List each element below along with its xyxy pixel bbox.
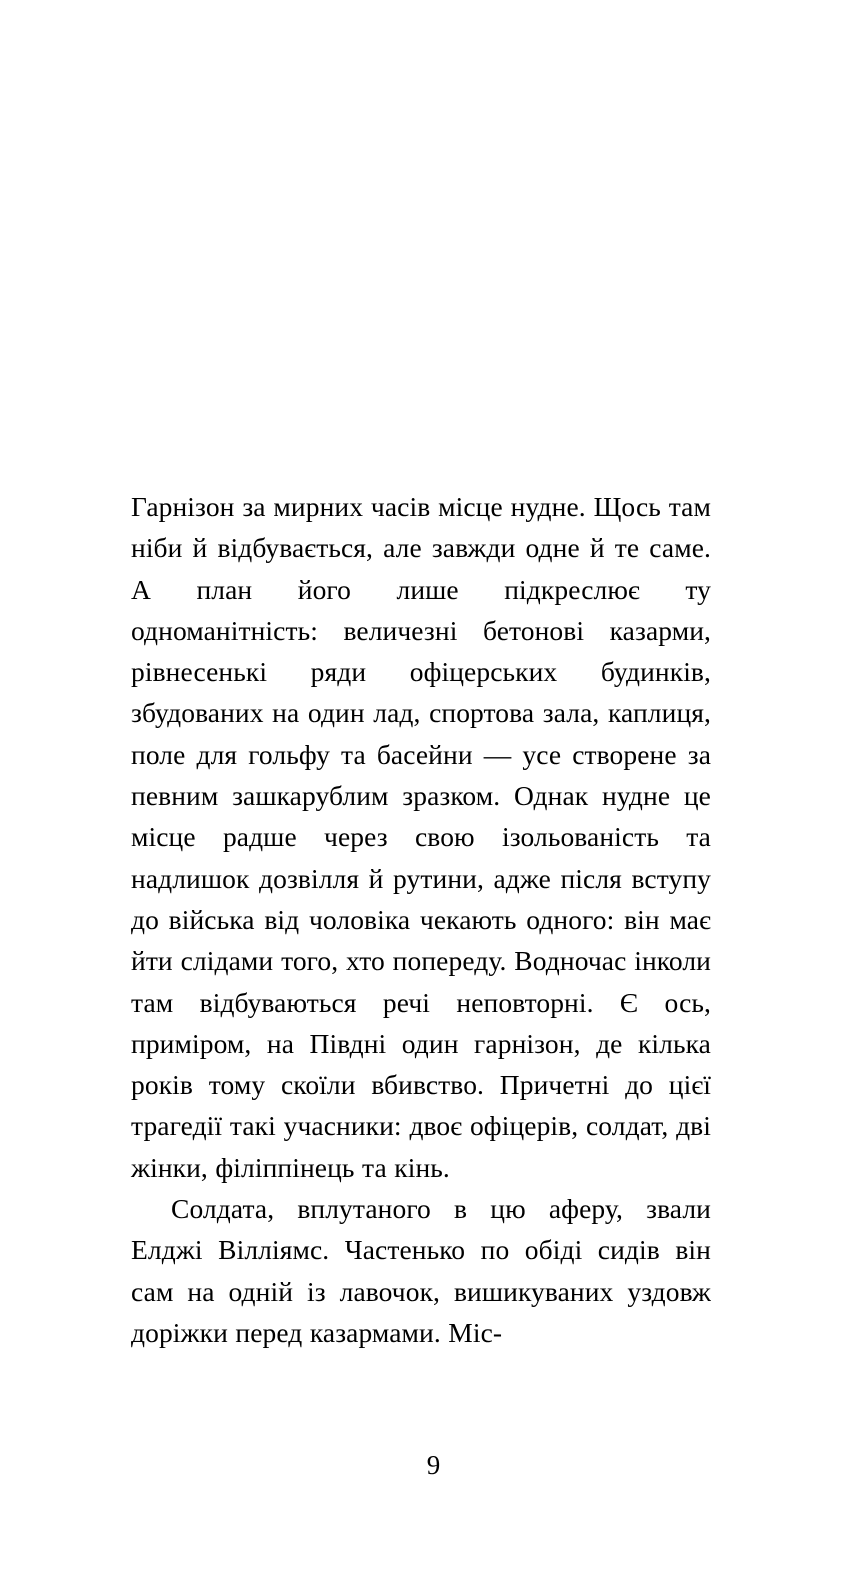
page-number: 9 bbox=[426, 1450, 441, 1480]
body-paragraph-2: Солдата, вплутаного в цю аферу, звали Елджі Вілліямс. Частенько по обіді сидів він сам на одній із лавочок, вишикуваних уздовж доріжки перед казармами. Міс- bbox=[131, 1193, 711, 1348]
page-text-block bbox=[131, 486, 711, 1353]
body-paragraph-1: Гарнізон за мирних часів місце нудне. Щось там ніби й відбувається, але завжди одне й те саме. А план його лише підкреслює ту одноманітність: величезні бетонові казарми, рівнесенькі ряди офіцерських будинків, збудованих на один лад, спортова зала, каплиця, поле для гольфу та басейни — усе створене за певним зашкарублим зразком. Однак нудне це місце радше через свою ізольованість та надлишок дозвілля й рутини, адже після вступу до війська від чоловіка чекають одного: він має йти слідами того, хто попереду. Водночас інколи там відбуваються речі неповторні. Є ось, приміром, на Півдні один гарнізон, де кілька років тому скоїли вбивство. Причетні до цієї трагедії такі учасники: двоє офіцерів, солдат, дві жінки, філіппінець та кінь. bbox=[131, 491, 711, 1183]
